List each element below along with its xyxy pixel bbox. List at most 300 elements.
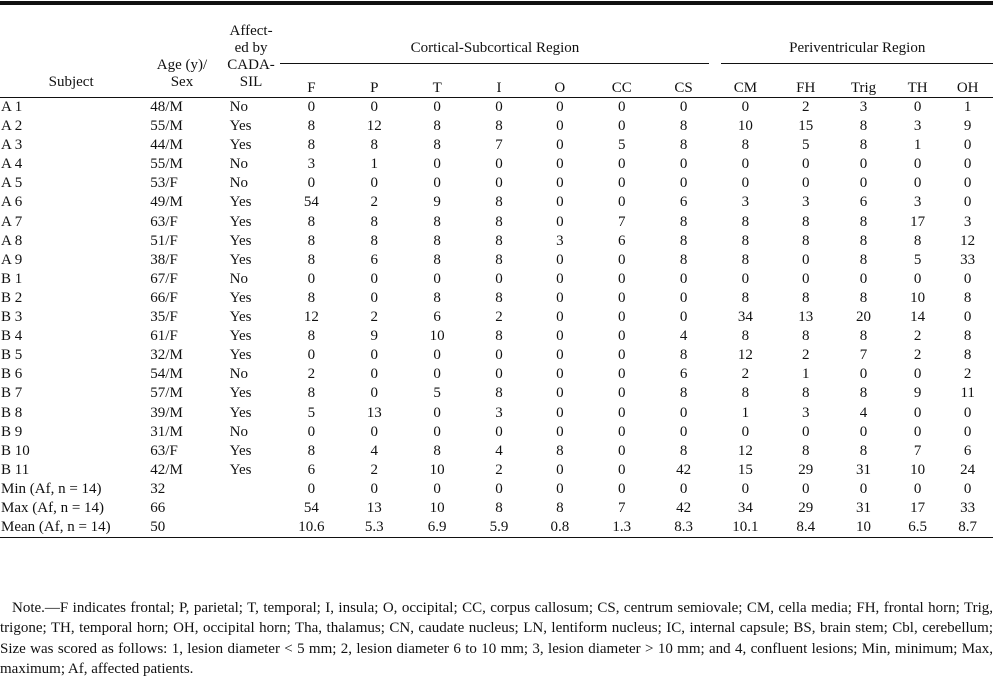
subject-cell: B 2 xyxy=(1,289,23,306)
value-cell-th: 6.5 xyxy=(893,518,942,538)
value-cell-t: 0 xyxy=(433,99,441,115)
value-cell-fh: 8.4 xyxy=(777,518,834,538)
value-cell-o: 0 xyxy=(556,480,564,497)
table-row xyxy=(0,289,993,308)
value-cell-o: 0 xyxy=(556,137,564,154)
value-cell-o: 0 xyxy=(556,385,564,402)
value-cell-t: 8 xyxy=(433,137,441,154)
value-cell-o: 0 xyxy=(556,213,564,230)
value-cell-oh: 0 xyxy=(963,194,972,211)
subject-cell: A 3 xyxy=(1,137,23,154)
value-cell-fh: 0 xyxy=(801,270,810,287)
value-cell-cc: 6 xyxy=(617,232,626,249)
affected-header-line3: CADA- xyxy=(227,57,275,73)
value-cell-cs: 0 xyxy=(679,480,688,497)
value-cell-o: 0 xyxy=(556,156,564,173)
affected-cell: No xyxy=(229,366,249,383)
table-row xyxy=(0,365,993,384)
value-cell-oh: 6 xyxy=(963,442,972,459)
value-cell-oh: 0 xyxy=(963,309,972,326)
value-cell-trig: 8 xyxy=(859,137,868,154)
value-cell-fh: 2 xyxy=(801,99,810,115)
age-sex-cell: 48/M xyxy=(150,99,183,115)
col-header-cs: CS xyxy=(654,64,714,98)
group-periventricular-label: Periventricular Region xyxy=(721,6,993,64)
value-cell-cs: 8 xyxy=(679,232,688,249)
value-cell-cc: 0 xyxy=(617,404,626,421)
age-sex-cell: 66/F xyxy=(150,289,178,306)
value-cell-f: 3 xyxy=(307,156,316,173)
subject-cell: A 2 xyxy=(1,118,23,135)
table-row xyxy=(0,442,993,461)
value-cell-cm: 8 xyxy=(741,328,750,345)
table-row xyxy=(0,270,993,289)
value-cell-i: 7 xyxy=(495,137,503,154)
subject-cell: Max (Af, n = 14) xyxy=(1,499,105,516)
table-row xyxy=(0,518,993,538)
age-header-line1: Age (y)/ xyxy=(156,57,208,73)
subject-cell: Min (Af, n = 14) xyxy=(1,480,102,497)
age-sex-cell: 63/F xyxy=(150,442,178,459)
value-cell-fh: 8 xyxy=(801,442,810,459)
value-cell-p: 12 xyxy=(366,118,382,135)
value-cell-cc: 0 xyxy=(617,99,626,115)
value-cell-i: 8 xyxy=(495,251,503,268)
value-cell-cs: 8 xyxy=(679,347,688,364)
affected-cell: Yes xyxy=(229,385,252,402)
affected-cell: Yes xyxy=(229,213,252,230)
value-cell-fh: 0 xyxy=(801,480,810,497)
value-cell-p: 0 xyxy=(370,270,378,287)
value-cell-p: 5.3 xyxy=(342,518,406,538)
value-cell-f: 2 xyxy=(307,366,316,383)
subject-cell: B 4 xyxy=(1,328,23,345)
col-header-oh: OH xyxy=(942,64,993,98)
value-cell-cs: 0 xyxy=(679,270,688,287)
value-cell-cm: 0 xyxy=(741,423,750,440)
value-cell-fh: 0 xyxy=(801,251,810,268)
value-cell-o: 0 xyxy=(556,328,564,345)
value-cell-oh: 2 xyxy=(963,366,972,383)
value-cell-t: 0 xyxy=(433,347,441,364)
value-cell-th: 0 xyxy=(913,270,922,287)
lesion-table xyxy=(0,6,993,538)
value-cell-t: 0 xyxy=(433,175,441,192)
value-cell-cs: 6 xyxy=(679,366,688,383)
value-cell-cs: 4 xyxy=(679,328,688,345)
value-cell-o: 0 xyxy=(556,118,564,135)
value-cell-f: 0 xyxy=(307,175,316,192)
value-cell-th: 5 xyxy=(913,251,922,268)
value-cell-i: 2 xyxy=(495,309,503,326)
table-row xyxy=(0,480,993,499)
value-cell-th: 10 xyxy=(910,289,926,306)
col-header-subject: Subject xyxy=(0,6,142,98)
value-cell-trig: 0 xyxy=(859,270,868,287)
value-cell-cm: 8 xyxy=(741,137,750,154)
col-header-age-sex xyxy=(142,6,221,98)
age-sex-cell: 50 xyxy=(142,518,221,538)
value-cell-o: 3 xyxy=(556,232,564,249)
table-row xyxy=(0,404,993,423)
value-cell-trig: 0 xyxy=(859,480,868,497)
value-cell-fh: 8 xyxy=(801,232,810,249)
value-cell-cc: 0 xyxy=(617,156,626,173)
subject-cell: B 8 xyxy=(1,404,23,421)
value-cell-cm: 8 xyxy=(741,289,750,306)
value-cell-p: 0 xyxy=(370,289,378,306)
affected-cell: Yes xyxy=(229,442,252,459)
table-row xyxy=(0,327,993,346)
value-cell-oh: 0 xyxy=(963,404,972,421)
value-cell-i: 0 xyxy=(495,99,503,115)
top-rule xyxy=(0,1,993,5)
age-sex-cell: 49/M xyxy=(150,194,183,211)
value-cell-f: 0 xyxy=(307,480,316,497)
value-cell-oh: 9 xyxy=(963,118,972,135)
value-cell-cc: 7 xyxy=(617,213,626,230)
value-cell-i: 4 xyxy=(495,442,503,459)
value-cell-trig: 8 xyxy=(859,442,868,459)
value-cell-cc: 0 xyxy=(617,289,626,306)
value-cell-oh: 12 xyxy=(960,232,976,249)
value-cell-o: 8 xyxy=(556,499,564,516)
value-cell-o: 0 xyxy=(556,289,564,306)
value-cell-oh: 8 xyxy=(963,289,972,306)
subject-cell: A 6 xyxy=(1,194,23,211)
age-sex-cell: 63/F xyxy=(150,213,178,230)
value-cell-cs: 0 xyxy=(679,175,688,192)
value-cell-t: 0 xyxy=(433,480,441,497)
value-cell-th: 0 xyxy=(913,156,922,173)
value-cell-th: 2 xyxy=(913,347,922,364)
value-cell-p: 0 xyxy=(370,175,378,192)
affected-cell: No xyxy=(229,270,249,287)
value-cell-oh: 0 xyxy=(963,480,972,497)
value-cell-fh: 29 xyxy=(798,499,814,516)
affected-cell: No xyxy=(229,175,249,192)
col-header-cm: CM xyxy=(713,64,777,98)
value-cell-cm: 10 xyxy=(737,118,753,135)
value-cell-cm: 0 xyxy=(741,270,750,287)
value-cell-f: 0 xyxy=(307,423,316,440)
value-cell-o: 0 xyxy=(556,309,564,326)
value-cell-oh: 8 xyxy=(963,347,972,364)
value-cell-i: 0 xyxy=(495,423,503,440)
value-cell-f: 8 xyxy=(307,385,316,402)
group-header-periventricular xyxy=(713,6,993,64)
age-sex-cell: 53/F xyxy=(150,175,178,192)
value-cell-cm: 10.1 xyxy=(713,518,777,538)
col-header-trig: Trig xyxy=(834,64,893,98)
value-cell-cs: 0 xyxy=(679,404,688,421)
affected-cell xyxy=(222,518,281,538)
value-cell-cm: 0 xyxy=(741,480,750,497)
value-cell-i: 8 xyxy=(495,328,503,345)
value-cell-i: 0 xyxy=(495,156,503,173)
value-cell-cs: 8 xyxy=(679,137,688,154)
value-cell-t: 10 xyxy=(429,328,445,345)
col-header-cc: CC xyxy=(590,64,654,98)
subject-cell: B 6 xyxy=(1,366,23,383)
value-cell-i: 0 xyxy=(495,175,503,192)
value-cell-t: 6.9 xyxy=(406,518,468,538)
subject-cell: B 3 xyxy=(1,309,23,326)
value-cell-cc: 0 xyxy=(617,118,626,135)
value-cell-f: 54 xyxy=(303,194,319,211)
affected-cell: Yes xyxy=(229,232,252,249)
value-cell-th: 9 xyxy=(913,385,922,402)
value-cell-cs: 0 xyxy=(679,289,688,306)
value-cell-o: 0 xyxy=(556,461,564,478)
value-cell-th: 17 xyxy=(910,213,926,230)
value-cell-fh: 3 xyxy=(801,404,810,421)
value-cell-p: 13 xyxy=(366,499,382,516)
value-cell-fh: 0 xyxy=(801,175,810,192)
value-cell-o: 0 xyxy=(556,194,564,211)
value-cell-f: 8 xyxy=(307,232,316,249)
value-cell-p: 0 xyxy=(370,385,378,402)
value-cell-th: 1 xyxy=(913,137,922,154)
value-cell-f: 0 xyxy=(307,99,316,115)
value-cell-trig: 31 xyxy=(855,499,871,516)
subject-cell: A 5 xyxy=(1,175,23,192)
table-row xyxy=(0,193,993,212)
value-cell-trig: 8 xyxy=(859,251,868,268)
value-cell-i: 8 xyxy=(495,118,503,135)
value-cell-t: 0 xyxy=(433,366,441,383)
value-cell-t: 8 xyxy=(433,118,441,135)
value-cell-trig: 8 xyxy=(859,289,868,306)
value-cell-cc: 0 xyxy=(617,251,626,268)
age-sex-cell: 57/M xyxy=(150,385,183,402)
value-cell-cc: 5 xyxy=(617,137,626,154)
affected-cell xyxy=(222,499,281,518)
value-cell-t: 10 xyxy=(429,499,445,516)
value-cell-f: 8 xyxy=(307,328,316,345)
value-cell-i: 8 xyxy=(495,232,503,249)
value-cell-cs: 0 xyxy=(679,99,688,115)
value-cell-i: 3 xyxy=(495,404,503,421)
value-cell-oh: 33 xyxy=(960,251,976,268)
value-cell-fh: 0 xyxy=(801,156,810,173)
value-cell-cs: 0 xyxy=(679,309,688,326)
value-cell-cs: 8 xyxy=(679,118,688,135)
value-cell-p: 13 xyxy=(366,404,382,421)
age-sex-cell: 35/F xyxy=(150,309,178,326)
col-header-f: F xyxy=(280,64,342,98)
value-cell-th: 0 xyxy=(913,480,922,497)
value-cell-fh: 8 xyxy=(801,385,810,402)
value-cell-i: 0 xyxy=(495,366,503,383)
value-cell-trig: 7 xyxy=(859,347,868,364)
affected-header-line1: Affect- xyxy=(229,23,273,39)
value-cell-cm: 8 xyxy=(741,213,750,230)
subject-cell: B 9 xyxy=(1,423,23,440)
value-cell-trig: 8 xyxy=(859,232,868,249)
value-cell-th: 0 xyxy=(913,404,922,421)
value-cell-cc: 7 xyxy=(617,499,626,516)
age-header-line2: Sex xyxy=(170,74,194,90)
value-cell-trig: 4 xyxy=(859,404,868,421)
value-cell-fh: 3 xyxy=(801,194,810,211)
value-cell-oh: 0 xyxy=(963,175,972,192)
value-cell-trig: 0 xyxy=(859,175,868,192)
value-cell-cm: 8 xyxy=(741,232,750,249)
table-row xyxy=(0,499,993,518)
value-cell-trig: 20 xyxy=(855,309,871,326)
value-cell-trig: 6 xyxy=(859,194,868,211)
value-cell-cm: 34 xyxy=(737,309,753,326)
value-cell-cm: 0 xyxy=(741,175,750,192)
value-cell-o: 0 xyxy=(556,251,564,268)
value-cell-i: 5.9 xyxy=(468,518,530,538)
table-row xyxy=(0,136,993,155)
value-cell-i: 8 xyxy=(495,289,503,306)
subject-cell: B 5 xyxy=(1,347,23,364)
affected-cell: Yes xyxy=(229,251,252,268)
value-cell-t: 0 xyxy=(433,156,441,173)
value-cell-f: 8 xyxy=(307,251,316,268)
subject-cell: B 7 xyxy=(1,385,23,402)
value-cell-fh: 8 xyxy=(801,289,810,306)
col-header-i: I xyxy=(468,64,530,98)
subject-cell: B 10 xyxy=(1,442,30,459)
table-row xyxy=(0,232,993,251)
value-cell-f: 6 xyxy=(307,461,316,478)
value-cell-cc: 0 xyxy=(617,480,626,497)
age-sex-cell: 38/F xyxy=(150,251,178,268)
value-cell-f: 0 xyxy=(307,270,316,287)
value-cell-oh: 0 xyxy=(963,423,972,440)
value-cell-i: 0 xyxy=(495,347,503,364)
value-cell-p: 2 xyxy=(370,194,378,211)
col-header-o: O xyxy=(530,64,590,98)
value-cell-i: 8 xyxy=(495,194,503,211)
subject-cell: A 9 xyxy=(1,251,23,268)
age-sex-cell: 61/F xyxy=(150,328,178,345)
subject-cell: A 1 xyxy=(1,99,23,115)
value-cell-f: 8 xyxy=(307,442,316,459)
subject-cell: B 11 xyxy=(1,461,30,478)
value-cell-p: 0 xyxy=(370,99,378,115)
value-cell-trig: 8 xyxy=(859,118,868,135)
affected-cell: Yes xyxy=(229,137,252,154)
value-cell-fh: 8 xyxy=(801,328,810,345)
value-cell-cm: 0 xyxy=(741,99,750,115)
affected-cell: Yes xyxy=(229,309,252,326)
age-sex-cell: 51/F xyxy=(150,232,178,249)
value-cell-p: 4 xyxy=(370,442,378,459)
value-cell-t: 9 xyxy=(433,194,441,211)
age-sex-cell: 31/M xyxy=(150,423,183,440)
value-cell-trig: 0 xyxy=(859,366,868,383)
group-header-cortical xyxy=(280,6,713,64)
value-cell-th: 3 xyxy=(913,194,922,211)
col-header-fh: FH xyxy=(777,64,834,98)
table-row xyxy=(0,423,993,442)
value-cell-cc: 0 xyxy=(617,270,626,287)
value-cell-th: 8 xyxy=(913,232,922,249)
value-cell-p: 9 xyxy=(370,328,378,345)
value-cell-f: 0 xyxy=(307,347,316,364)
col-header-th: TH xyxy=(893,64,942,98)
value-cell-fh: 0 xyxy=(801,423,810,440)
value-cell-p: 8 xyxy=(370,137,378,154)
value-cell-i: 0 xyxy=(495,480,503,497)
value-cell-cs: 8.3 xyxy=(654,518,714,538)
affected-cell: No xyxy=(229,423,249,440)
value-cell-t: 8 xyxy=(433,289,441,306)
affected-cell: No xyxy=(229,99,249,115)
value-cell-cc: 0 xyxy=(617,175,626,192)
col-header-p: P xyxy=(342,64,406,98)
value-cell-f: 12 xyxy=(303,309,319,326)
value-cell-oh: 0 xyxy=(963,156,972,173)
value-cell-p: 2 xyxy=(370,309,378,326)
value-cell-oh: 0 xyxy=(963,270,972,287)
value-cell-th: 14 xyxy=(910,309,926,326)
value-cell-cs: 0 xyxy=(679,156,688,173)
value-cell-p: 0 xyxy=(370,423,378,440)
value-cell-cc: 1.3 xyxy=(590,518,654,538)
value-cell-cm: 3 xyxy=(741,194,750,211)
value-cell-cc: 0 xyxy=(617,347,626,364)
value-cell-t: 6 xyxy=(433,309,441,326)
value-cell-cm: 8 xyxy=(741,385,750,402)
affected-cell: No xyxy=(229,156,249,173)
subject-cell: Mean (Af, n = 14) xyxy=(0,518,142,538)
value-cell-t: 8 xyxy=(433,442,441,459)
age-sex-cell: 55/M xyxy=(150,156,183,173)
value-cell-oh: 8.7 xyxy=(942,518,993,538)
value-cell-p: 8 xyxy=(370,213,378,230)
value-cell-t: 5 xyxy=(433,385,441,402)
value-cell-cc: 0 xyxy=(617,194,626,211)
value-cell-cs: 42 xyxy=(676,461,692,478)
affected-header-line4: SIL xyxy=(239,74,263,90)
value-cell-o: 0 xyxy=(556,366,564,383)
age-sex-cell: 32 xyxy=(150,480,166,497)
value-cell-o: 0 xyxy=(556,404,564,421)
value-cell-th: 17 xyxy=(910,499,926,516)
value-cell-trig: 3 xyxy=(859,99,868,115)
table-row xyxy=(0,384,993,403)
value-cell-th: 0 xyxy=(913,366,922,383)
value-cell-oh: 11 xyxy=(960,385,975,402)
value-cell-f: 8 xyxy=(307,137,316,154)
value-cell-t: 8 xyxy=(433,213,441,230)
value-cell-cm: 15 xyxy=(737,461,753,478)
value-cell-p: 6 xyxy=(370,251,378,268)
value-cell-p: 0 xyxy=(370,347,378,364)
value-cell-th: 3 xyxy=(913,118,922,135)
value-cell-o: 0 xyxy=(556,423,564,440)
affected-cell: Yes xyxy=(229,289,252,306)
value-cell-th: 0 xyxy=(913,99,922,115)
value-cell-fh: 2 xyxy=(801,347,810,364)
value-cell-t: 0 xyxy=(433,404,441,421)
value-cell-trig: 8 xyxy=(859,328,868,345)
value-cell-f: 8 xyxy=(307,118,316,135)
value-cell-i: 8 xyxy=(495,213,503,230)
value-cell-p: 8 xyxy=(370,232,378,249)
value-cell-cs: 42 xyxy=(676,499,692,516)
value-cell-t: 0 xyxy=(433,270,441,287)
value-cell-cc: 0 xyxy=(617,328,626,345)
value-cell-oh: 24 xyxy=(960,461,976,478)
value-cell-cs: 8 xyxy=(679,385,688,402)
